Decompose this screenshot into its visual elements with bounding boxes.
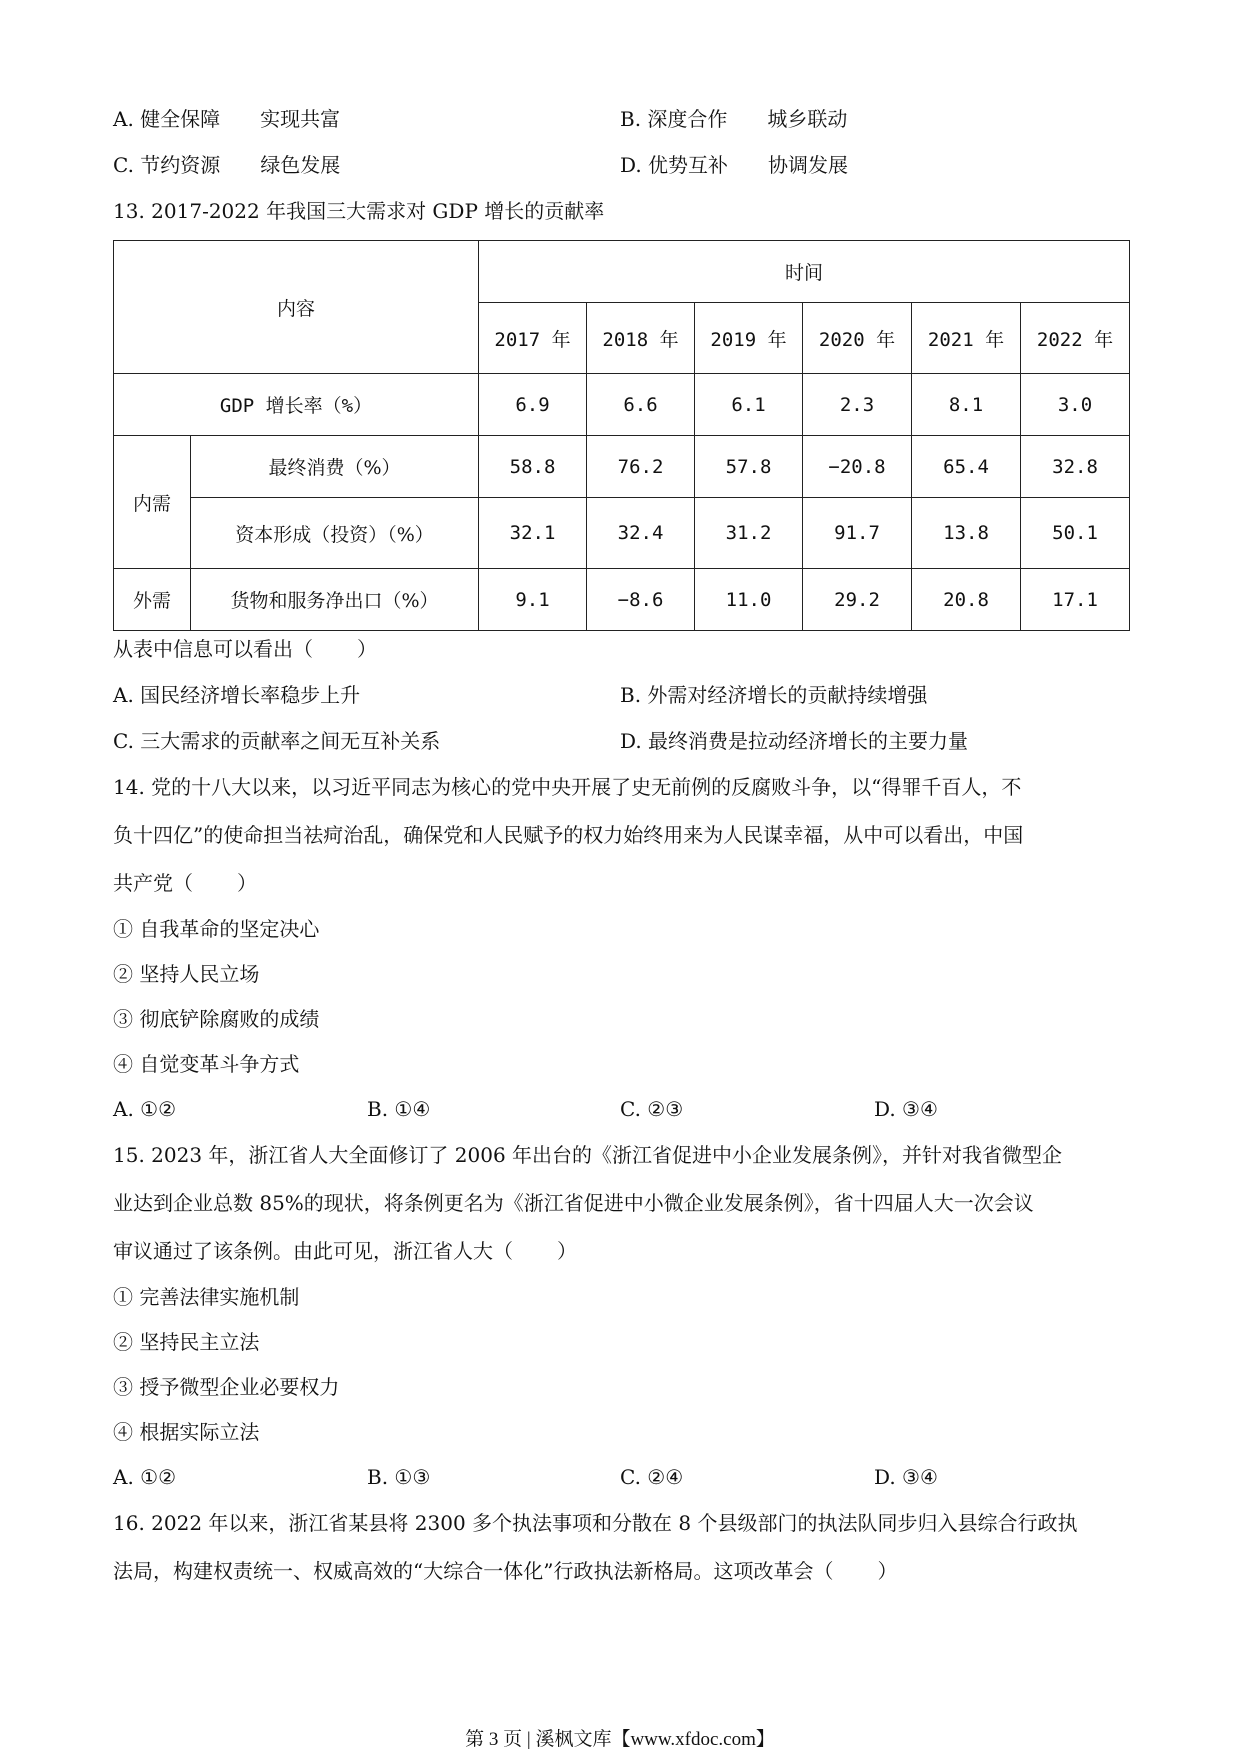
- table-row-gdp: [114, 374, 1130, 436]
- table-cell: 29.2: [803, 569, 912, 631]
- table-cell: 6.9: [479, 374, 587, 436]
- q12-option-c-text: 绿色发展: [260, 153, 341, 177]
- q12-option-b-text: 城乡联动: [767, 107, 848, 131]
- table-row-consumption: [114, 436, 1130, 498]
- gdp-contribution-table: [113, 240, 1130, 631]
- table-cell: 91.7: [803, 498, 912, 569]
- net-export-label-cell: 货物和服务净出口（%）: [191, 569, 479, 631]
- q15-options-row: [113, 1464, 1133, 1490]
- q14-option-a[interactable]: A. ①②: [113, 1097, 177, 1121]
- q12-option-c[interactable]: [113, 152, 340, 178]
- q13-option-c[interactable]: C. 三大需求的贡献率之间无互补关系: [113, 729, 441, 753]
- q16-stem-end: ）: [877, 1559, 898, 1583]
- q12-option-d-text: 协调发展: [768, 153, 849, 177]
- q14-item-1: ① 自我革命的坚定决心: [113, 917, 320, 941]
- q16-stem-text: 法局，构建权责统一、权威高效的“大综合一体化”行政执法新格局。这项改革会（: [113, 1559, 834, 1583]
- table-header-row: [114, 241, 1130, 303]
- table-cell: −20.8: [803, 436, 912, 498]
- q15-stem-text: 审议通过了该条例。由此可见，浙江省人大（: [113, 1239, 513, 1263]
- q15-item-2: ② 坚持民主立法: [113, 1330, 260, 1354]
- table-cell: 3.0: [1021, 374, 1130, 436]
- table-cell: 58.8: [479, 436, 587, 498]
- table-cell: 76.2: [587, 436, 695, 498]
- year-cell: 2018 年: [587, 303, 695, 374]
- q15-option-b[interactable]: B. ①③: [367, 1465, 431, 1489]
- q13-stem-text: 从表中信息可以看出（: [113, 637, 313, 661]
- table-row-capital: [114, 498, 1130, 569]
- q12-option-b[interactable]: [620, 106, 847, 132]
- q14-item-2: ② 坚持人民立场: [113, 962, 260, 986]
- page-footer: 第 3 页 | 溪枫文库【www.xfdoc.com】: [465, 1729, 775, 1750]
- q13-options-row-2: [113, 728, 1133, 754]
- table-cell: 6.6: [587, 374, 695, 436]
- q14-option-b[interactable]: B. ①④: [367, 1097, 431, 1121]
- table-cell: 32.1: [479, 498, 587, 569]
- q14-item-4: ④ 自觉变革斗争方式: [113, 1052, 300, 1076]
- table-cell: 32.8: [1021, 436, 1130, 498]
- table-cell: 13.8: [912, 498, 1021, 569]
- q15-option-d[interactable]: D. ③④: [874, 1465, 938, 1489]
- table-cell: 2.3: [803, 374, 912, 436]
- table-cell: 8.1: [912, 374, 1021, 436]
- q12-option-a[interactable]: [113, 106, 340, 132]
- header-time-cell: 时间: [479, 241, 1130, 303]
- q14-stem-text: 共产党（: [113, 871, 193, 895]
- q13-option-b[interactable]: B. 外需对经济增长的贡献持续增强: [620, 683, 928, 707]
- year-cell: 2022 年: [1021, 303, 1130, 374]
- q14-stem-line-3: [113, 870, 257, 896]
- q15-item-3: ③ 授予微型企业必要权力: [113, 1375, 340, 1399]
- q13-title: 13. 2017-2022 年我国三大需求对 GDP 增长的贡献率: [113, 199, 605, 223]
- table-cell: 57.8: [695, 436, 803, 498]
- table-cell: 50.1: [1021, 498, 1130, 569]
- q15-item-1: ① 完善法律实施机制: [113, 1285, 300, 1309]
- q15-stem-line-1: 15. 2023 年，浙江省人大全面修订了 2006 年出台的《浙江省促进中小企业发展条例》，并针对我省微型企: [113, 1143, 1063, 1167]
- year-cell: 2019 年: [695, 303, 803, 374]
- q15-option-a[interactable]: A. ①②: [113, 1465, 177, 1489]
- table-cell: 17.1: [1021, 569, 1130, 631]
- q12-option-d[interactable]: [620, 152, 848, 178]
- q14-option-d[interactable]: D. ③④: [874, 1097, 938, 1121]
- q12-option-c-label: C. 节约资源: [113, 153, 221, 177]
- q15-stem-line-3: [113, 1238, 577, 1264]
- capital-label-cell: 资本形成（投资）（%）: [191, 498, 479, 569]
- q13-option-d[interactable]: D. 最终消费是拉动经济增长的主要力量: [620, 729, 969, 753]
- q13-stem-end: ）: [357, 637, 377, 661]
- q14-stem-line-1: 14. 党的十八大以来，以习近平同志为核心的党中央开展了史无前例的反腐败斗争，以“得罪千百人，不: [113, 775, 1022, 799]
- table-cell: 6.1: [695, 374, 803, 436]
- year-cell: 2017 年: [479, 303, 587, 374]
- table-cell: −8.6: [587, 569, 695, 631]
- q13-stem: [113, 636, 377, 662]
- q12-options-row-2: [113, 152, 1133, 178]
- q15-stem-line-2: 业达到企业总数 85%的现状，将条例更名为《浙江省促进中小微企业发展条例》，省十四届人大一次会议: [113, 1191, 1034, 1215]
- external-demand-cell: 外需: [114, 569, 191, 631]
- table-cell: 20.8: [912, 569, 1021, 631]
- year-cell: 2020 年: [803, 303, 912, 374]
- q12-option-b-label: B. 深度合作: [620, 107, 728, 131]
- q16-stem-line-1: 16. 2022 年以来，浙江省某县将 2300 多个执法事项和分散在 8 个县级部门的执法队同步归入县综合行政执: [113, 1511, 1078, 1535]
- q12-option-a-label: A. 健全保障: [113, 107, 221, 131]
- header-content-cell: 内容: [114, 241, 479, 374]
- q14-options-row: [113, 1096, 1133, 1122]
- table-cell: 32.4: [587, 498, 695, 569]
- gdp-label-cell: GDP 增长率（%）: [114, 374, 479, 436]
- q14-option-c[interactable]: C. ②③: [620, 1097, 684, 1121]
- q15-stem-end: ）: [557, 1239, 577, 1263]
- q12-option-d-label: D. 优势互补: [620, 153, 729, 177]
- q13-option-a[interactable]: A. 国民经济增长率稳步上升: [113, 683, 361, 707]
- table-cell: 9.1: [479, 569, 587, 631]
- table-cell: 65.4: [912, 436, 1021, 498]
- consumption-label-cell: 最终消费（%）: [191, 436, 479, 498]
- q12-option-a-text: 实现共富: [260, 107, 341, 131]
- q15-option-c[interactable]: C. ②④: [620, 1465, 684, 1489]
- table-cell: 11.0: [695, 569, 803, 631]
- q14-stem-line-2: 负十四亿”的使命担当祛疴治乱，确保党和人民赋予的权力始终用来为人民谋幸福，从中可以看出，中国: [113, 823, 1024, 847]
- q12-options-row-1: [113, 106, 1133, 132]
- q16-stem-line-2: [113, 1558, 897, 1584]
- year-cell: 2021 年: [912, 303, 1021, 374]
- domestic-demand-cell: 内需: [114, 436, 191, 569]
- q14-stem-end: ）: [237, 871, 257, 895]
- q15-item-4: ④ 根据实际立法: [113, 1420, 260, 1444]
- q14-item-3: ③ 彻底铲除腐败的成绩: [113, 1007, 320, 1031]
- table-cell: 31.2: [695, 498, 803, 569]
- q13-options-row-1: [113, 682, 1133, 708]
- table-row-net-export: [114, 569, 1130, 631]
